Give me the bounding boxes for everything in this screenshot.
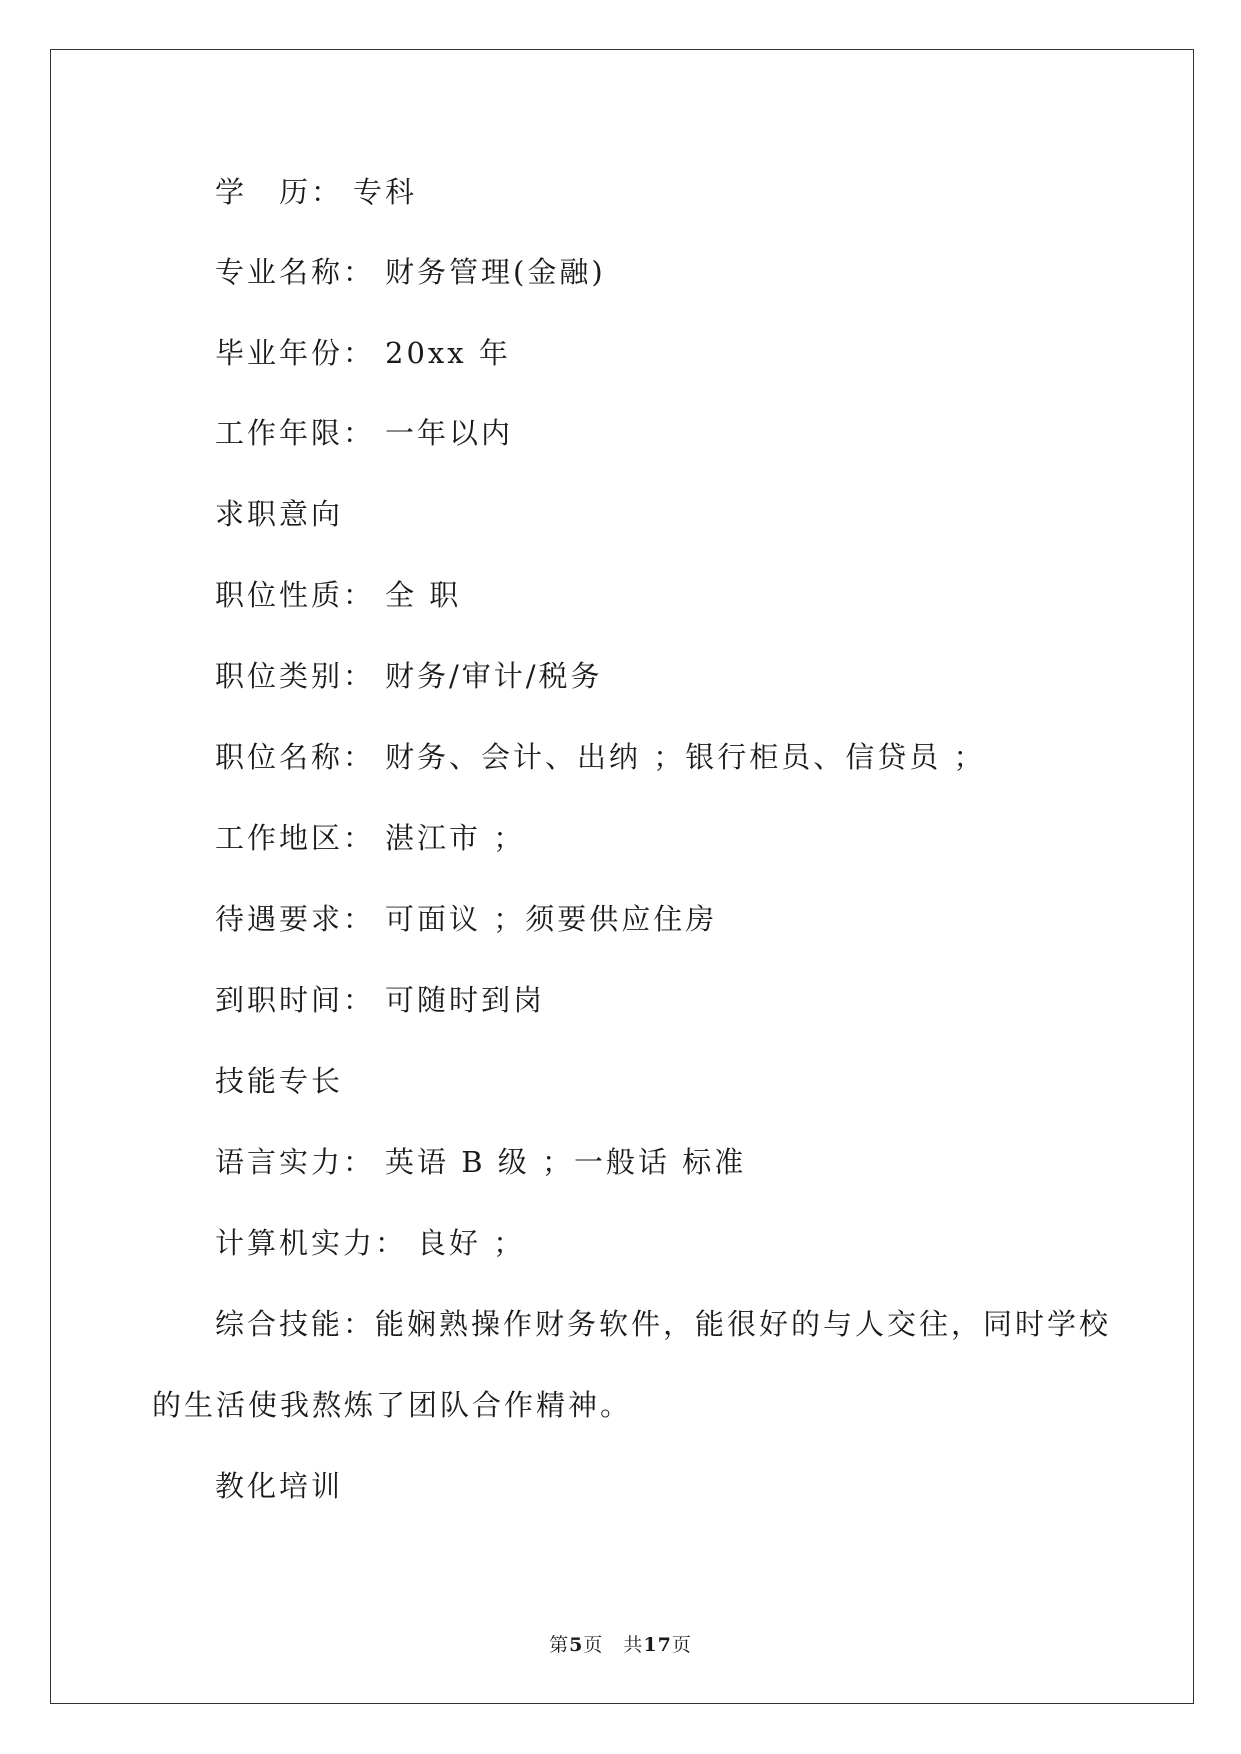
field-language-ability: [215, 1142, 746, 1182]
skills-paragraph-line-1: 综合技能：能娴熟操作财务软件，能很好的与人交往，同时学校: [215, 1307, 1112, 1341]
field-work-years: [215, 413, 513, 453]
field-job-nature: [215, 575, 461, 615]
field-graduation-year: [215, 333, 511, 373]
field-computer-ability: [215, 1223, 525, 1263]
field-work-area: [215, 818, 525, 858]
field-start-time: [215, 980, 545, 1020]
footer-total-pages: 17: [643, 1634, 672, 1656]
field-education: [215, 172, 417, 212]
footer-prefix: 第: [549, 1634, 570, 1656]
section-heading-education: 教化培训: [215, 1469, 344, 1503]
section-heading-job-intention: [215, 494, 343, 534]
field-label: 职位类别：: [215, 659, 376, 693]
field-label: 工作地区：: [215, 821, 376, 855]
field-major: [215, 252, 606, 292]
footer-suffix: 页: [671, 1634, 692, 1656]
field-label: 语言实力：: [215, 1145, 376, 1179]
skills-paragraph-line-2: 的生活使我熬炼了团队合作精神。: [152, 1388, 633, 1422]
footer-page-number: 5: [569, 1634, 584, 1656]
section-heading: 求职意向: [215, 497, 344, 531]
page-border: [50, 49, 1194, 1704]
field-label: 到职时间：: [215, 983, 376, 1017]
section-heading-skills: [215, 1061, 343, 1101]
field-value: 可随时到岗: [385, 983, 546, 1017]
field-value: 20xx 年: [385, 336, 511, 370]
footer-total-prefix: 共: [623, 1634, 644, 1656]
field-value: 可面议 ；须要供应住房: [385, 902, 718, 936]
field-label: 学 历：: [215, 175, 344, 209]
field-job-category: [215, 656, 603, 696]
field-label: 待遇要求：: [215, 902, 376, 936]
field-value: 财务/审计/税务: [385, 659, 603, 693]
footer-page-word: 页: [583, 1634, 604, 1656]
field-value: 湛江市 ；: [385, 821, 526, 855]
field-value: 财务、会计、出纳 ；银行柜员、信贷员 ；: [385, 740, 986, 774]
field-salary-requirement: [215, 899, 717, 939]
page-footer: [0, 1632, 1241, 1658]
field-value: 专科: [353, 175, 418, 209]
field-value: 良好 ；: [417, 1226, 526, 1260]
section-heading: 技能专长: [215, 1064, 344, 1098]
field-label: 毕业年份：: [215, 336, 376, 370]
field-label: 工作年限：: [215, 416, 376, 450]
field-label: 职位性质：: [215, 578, 376, 612]
field-label: 职位名称：: [215, 740, 376, 774]
field-job-title: [215, 737, 985, 777]
field-value: 英语 B 级 ；一般话 标准: [385, 1145, 747, 1179]
field-value: 一年以内: [385, 416, 514, 450]
field-value: 财务管理(金融): [385, 255, 606, 289]
field-label: 专业名称：: [215, 255, 376, 289]
field-label: 计算机实力：: [215, 1226, 408, 1260]
field-value: 全 职: [385, 578, 462, 612]
